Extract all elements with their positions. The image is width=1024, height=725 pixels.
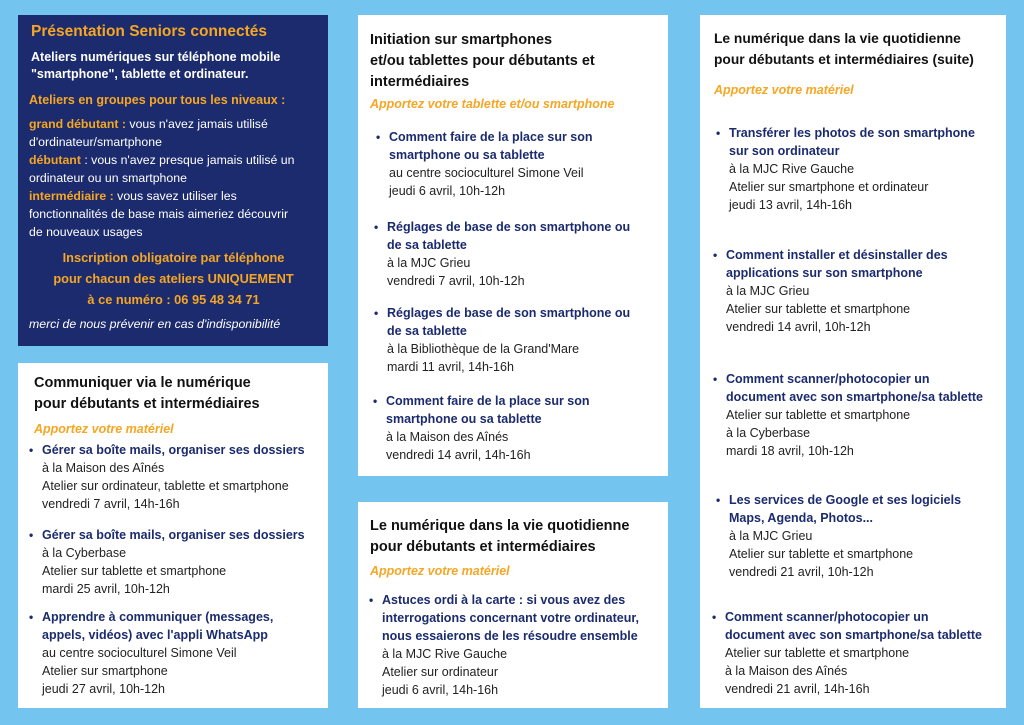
workshop-detail: Atelier sur tablette et smartphone <box>42 564 227 578</box>
workshop-title: • Transférer les photos de son smartphone <box>729 124 975 142</box>
workshop-detail: Atelier sur smartphone <box>42 664 168 678</box>
workshop-date: jeudi 27 avril, 10h-12h <box>42 682 165 696</box>
level-text: vous n'avez jamais utilisé <box>126 117 268 131</box>
level-text: ordinateur ou un smartphone <box>29 171 187 185</box>
workshop-title: • Réglages de base de son smartphone ou <box>387 304 630 322</box>
workshop-date: jeudi 6 avril, 10h-12h <box>389 184 506 198</box>
workshop-detail: à la Cyberbase <box>42 546 127 560</box>
bring-note: Apportez votre matériel <box>370 564 510 578</box>
level-text: d'ordinateur/smartphone <box>29 135 162 149</box>
card-title-line: Le numérique dans la vie quotidienne <box>714 31 961 46</box>
workshop-detail: à la MJC Rive Gauche <box>729 162 855 176</box>
inscription-line: pour chacun des ateliers UNIQUEMENT <box>53 271 294 286</box>
workshop-detail: Atelier sur tablette et smartphone <box>726 302 911 316</box>
card-title-line: Communiquer via le numérique <box>34 375 251 391</box>
workshop-title-cont: nous essaierons de les résoudre ensemble <box>382 629 638 643</box>
workshop-detail: Atelier sur tablette et smartphone <box>725 646 910 660</box>
workshop-title: • Gérer sa boîte mails, organiser ses dossiers <box>42 441 305 459</box>
workshop-title-cont: smartphone ou sa tablette <box>389 148 545 162</box>
workshop-detail: à la Maison des Aînés <box>42 461 165 475</box>
workshop-date: vendredi 7 avril, 14h-16h <box>42 497 180 511</box>
workshop-detail: Atelier sur ordinateur, tablette et smartphone <box>42 479 289 493</box>
intro-groups: Ateliers en groupes pour tous les niveaux : <box>29 93 286 107</box>
workshop-date: vendredi 14 avril, 10h-12h <box>726 320 871 334</box>
level-text: : vous n'avez presque jamais utilisé un <box>80 153 295 167</box>
workshop-detail: à la MJC Grieu <box>387 256 471 270</box>
workshop-item <box>726 370 983 460</box>
workshop-title-cont: de sa tablette <box>387 238 467 252</box>
inscription-notice <box>29 247 318 310</box>
workshop-detail: à la Cyberbase <box>726 426 811 440</box>
workshop-date: mardi 11 avril, 14h-16h <box>387 360 514 374</box>
card-title-line: intermédiaires <box>370 74 470 90</box>
workshop-detail: à la MJC Grieu <box>729 529 813 543</box>
workshop-item <box>386 392 590 464</box>
workshop-date: mardi 18 avril, 10h-12h <box>726 444 854 458</box>
card-title-line: pour débutants et intermédiaires <box>370 539 596 555</box>
intro-note: merci de nous prévenir en cas d'indisponibilité <box>29 317 281 331</box>
workshop-title: • Astuces ordi à la carte : si vous avez des <box>382 591 639 609</box>
workshop-item <box>729 124 975 214</box>
workshop-detail: Atelier sur tablette et smartphone <box>726 408 911 422</box>
workshop-title: • Comment faire de la place sur son <box>389 128 593 146</box>
workshop-item <box>725 608 982 698</box>
workshop-detail: Atelier sur ordinateur <box>382 665 499 679</box>
workshop-date: vendredi 21 avril, 14h-16h <box>725 682 870 696</box>
intro-subtitle <box>31 49 318 83</box>
workshop-date: mardi 25 avril, 10h-12h <box>42 582 170 596</box>
level-grand-debutant <box>29 115 318 151</box>
workshop-title-cont: applications sur son smartphone <box>726 266 923 280</box>
inscription-line: Inscription obligatoire par téléphone <box>62 250 285 265</box>
workshop-title-cont: interrogations concernant votre ordinateur, <box>382 611 639 625</box>
workshop-date: jeudi 6 avril, 14h-16h <box>382 683 499 697</box>
workshop-item <box>729 491 961 581</box>
workshop-title: • Comment installer et désinstaller des <box>726 246 948 264</box>
card-title <box>714 28 1006 70</box>
level-intermediaire <box>29 187 318 241</box>
intro-title: Présentation Seniors connectés <box>31 23 268 40</box>
workshop-detail: Atelier sur smartphone et ordinateur <box>729 180 929 194</box>
workshop-title: • Les services de Google et ses logiciels <box>729 491 961 509</box>
card-title-line: et/ou tablettes pour débutants et <box>370 53 595 69</box>
card-title <box>370 30 668 93</box>
workshop-detail: à la Maison des Aînés <box>725 664 848 678</box>
workshop-title-cont: smartphone ou sa tablette <box>386 412 542 426</box>
level-debutant <box>29 151 318 187</box>
level-name: grand débutant : <box>29 117 127 131</box>
workshop-title-cont: de sa tablette <box>387 324 467 338</box>
intro-panel <box>18 15 328 346</box>
bring-note: Apportez votre matériel <box>34 422 174 436</box>
level-text: vous savez utiliser les <box>113 189 237 203</box>
workshop-title-cont: document avec son smartphone/sa tablette <box>725 628 983 642</box>
level-name: intermédiaire : <box>29 189 114 203</box>
workshop-title: • Apprendre à communiquer (messages, <box>42 608 273 626</box>
workshop-detail: à la MJC Grieu <box>726 284 810 298</box>
workshop-title: • Comment scanner/photocopier un <box>725 608 982 626</box>
workshop-title: • Comment faire de la place sur son <box>386 392 590 410</box>
workshop-item <box>42 441 305 513</box>
workshop-title-cont: Maps, Agenda, Photos... <box>729 511 873 525</box>
workshop-detail: au centre socioculturel Simone Veil <box>42 646 237 660</box>
phone-number: à ce numéro : 06 95 48 34 71 <box>87 292 260 307</box>
workshop-item <box>726 246 948 336</box>
workshop-title-cont: sur son ordinateur <box>729 144 840 158</box>
card-title <box>370 516 668 558</box>
card-title <box>34 373 328 415</box>
card-title-line: pour débutants et intermédiaires (suite) <box>714 52 974 67</box>
level-text: fonctionnalités de base mais aimeriez découvrir <box>29 207 289 221</box>
workshop-title: • Comment scanner/photocopier un <box>726 370 983 388</box>
workshop-date: vendredi 14 avril, 14h-16h <box>386 448 531 462</box>
bring-note: Apportez votre matériel <box>714 83 854 97</box>
workshop-title: • Réglages de base de son smartphone ou <box>387 218 630 236</box>
workshop-item <box>42 608 273 698</box>
workshop-date: vendredi 7 avril, 10h-12h <box>387 274 525 288</box>
workshop-item <box>382 591 639 699</box>
card-title-line: pour débutants et intermédiaires <box>34 396 260 412</box>
card-suite <box>700 15 1006 708</box>
workshop-detail: Atelier sur tablette et smartphone <box>729 547 914 561</box>
workshop-title: • Gérer sa boîte mails, organiser ses dossiers <box>42 526 305 544</box>
workshop-item <box>387 304 630 376</box>
workshop-item <box>42 526 305 598</box>
intro-subtitle-line: "smartphone", tablette et ordinateur. <box>31 67 249 81</box>
workshop-detail: au centre socioculturel Simone Veil <box>389 166 584 180</box>
level-name: débutant <box>29 153 81 167</box>
workshop-item <box>387 218 630 290</box>
workshop-detail: à la Maison des Aînés <box>386 430 509 444</box>
intro-subtitle-line: Ateliers numériques sur téléphone mobile <box>31 50 281 64</box>
workshop-detail: à la MJC Rive Gauche <box>382 647 508 661</box>
workshop-title-cont: document avec son smartphone/sa tablette <box>726 390 984 404</box>
workshop-detail: à la Bibliothèque de la Grand'Mare <box>387 342 580 356</box>
card-title-line: Le numérique dans la vie quotidienne <box>370 518 630 534</box>
card-title-line: Initiation sur smartphones <box>370 32 553 48</box>
workshop-item <box>389 128 593 200</box>
workshop-date: jeudi 13 avril, 14h-16h <box>729 198 852 212</box>
bring-note: Apportez votre tablette et/ou smartphone <box>370 97 615 111</box>
level-text: de nouveaux usages <box>29 225 143 239</box>
workshop-date: vendredi 21 avril, 10h-12h <box>729 565 874 579</box>
workshop-title-cont: appels, vidéos) avec l'appli WhatsApp <box>42 628 268 642</box>
